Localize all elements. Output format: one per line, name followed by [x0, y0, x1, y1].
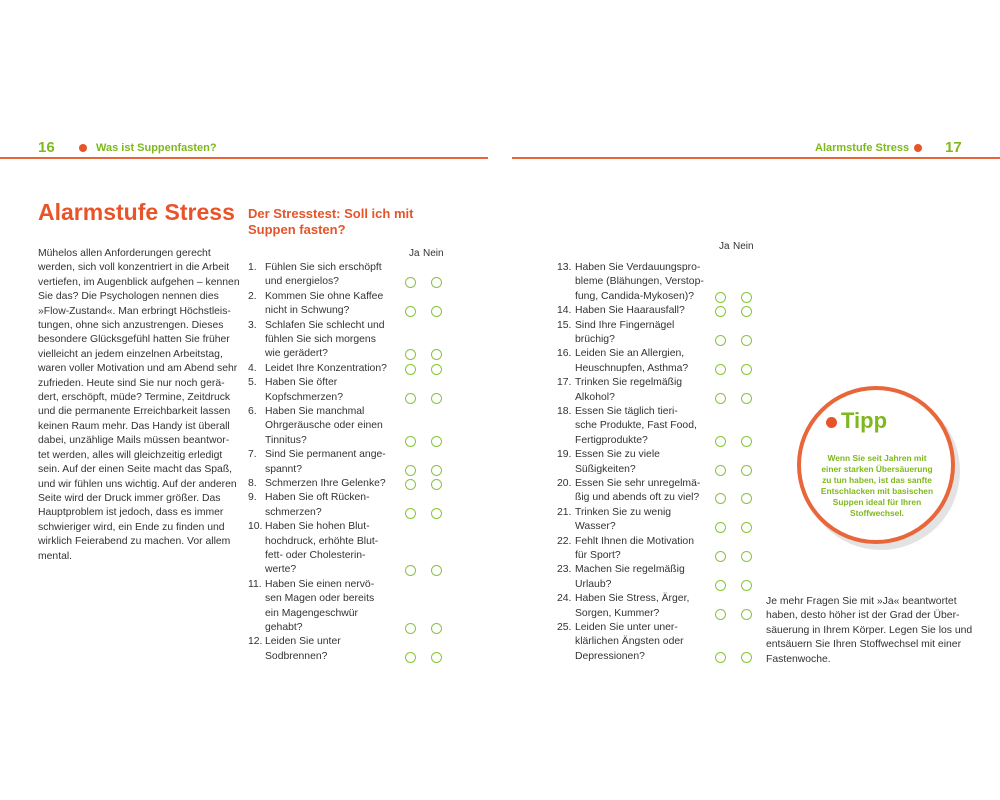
question-text-line: Tinnitus?	[265, 434, 307, 446]
question-text-line: Essen Sie sehr unregelmä-	[575, 478, 701, 489]
radio-ja-20[interactable]	[715, 493, 726, 504]
question-text-line: Haben Sie Haarausfall?	[575, 305, 685, 317]
radio-ja-8[interactable]	[405, 479, 416, 490]
radio-ja-11[interactable]	[405, 623, 416, 634]
tipp-line: Stoffwechsel.	[850, 508, 904, 518]
question-text-line: Haben Sie oft Rücken-	[265, 492, 370, 504]
tipp-text	[818, 453, 936, 519]
outro-line: entsäuern Sie Ihren Stoffwechsel mit einer	[766, 639, 962, 651]
question-text-line: bleme (Blähungen, Verstop-	[575, 276, 704, 288]
intro-paragraph	[38, 247, 238, 564]
question-number: 24.	[557, 593, 572, 605]
intro-line: dabei, unzählige Mails müssen beantwor-	[38, 435, 230, 447]
question-text-line: Sind Sie permanent ange-	[265, 449, 386, 461]
radio-nein-11[interactable]	[431, 623, 442, 634]
question-text-line: Haben Sie öfter	[265, 377, 338, 389]
intro-line: vertiefen, im Augenblick aufgehen – kennen	[38, 276, 240, 288]
question-text-line: Haben Sie einen nervö-	[265, 578, 375, 590]
question-number: 5.	[248, 377, 257, 389]
question-number: 12.	[248, 636, 263, 648]
question-text-line: und energielos?	[265, 276, 339, 288]
intro-line: und wir fühlen uns wichtig. Auf der anderen	[38, 478, 237, 490]
radio-nein-6[interactable]	[431, 436, 442, 447]
question-number: 2.	[248, 290, 257, 302]
question-text-line: hochdruck, erhöhte Blut-	[265, 535, 379, 547]
right-running-title: Alarmstufe Stress	[815, 142, 910, 154]
intro-line: Mühelos allen Anforderungen gerecht	[38, 248, 211, 259]
question-text-line: fett- oder Cholesterin-	[265, 550, 366, 561]
left-page-number: 16	[38, 139, 55, 156]
question-number: 18.	[557, 406, 572, 417]
question-number: 10.	[248, 521, 263, 533]
question-text-line: sche Produkte, Fast Food,	[575, 420, 697, 432]
radio-ja-6[interactable]	[405, 436, 416, 447]
question-text-line: Essen Sie täglich tieri-	[575, 406, 678, 417]
question-text-line: Alkohol?	[575, 391, 615, 403]
radio-ja-2[interactable]	[405, 306, 416, 317]
intro-line: sein. Auf der einen Seite macht das Spaß,	[38, 464, 233, 476]
question-text-line: Fühlen Sie sich erschöpft	[265, 262, 382, 273]
radio-ja-9[interactable]	[405, 508, 416, 519]
tipp-line: Wenn Sie seit Jahren mit	[827, 453, 927, 463]
question-number: 14.	[557, 305, 572, 317]
tipp-line: Suppen ideal für Ihren	[832, 497, 922, 507]
radio-nein-21[interactable]	[741, 522, 752, 533]
question-text-line: Leiden Sie unter uner-	[575, 622, 678, 633]
intro-line: Seite wird der Druck immer größer. Das	[38, 492, 221, 504]
question-text-line: ßig und abends oft zu viel?	[575, 492, 700, 504]
test-title: Der Stresstest: Soll ich mit Suppen fasten?	[248, 206, 414, 237]
question-text-line: Sodbrennen?	[265, 650, 328, 662]
radio-nein-16[interactable]	[741, 364, 752, 375]
radio-ja-22[interactable]	[715, 551, 726, 562]
question-text-line: Wasser?	[575, 521, 616, 533]
question-text-line: Trinken Sie zu wenig	[575, 506, 672, 518]
question-text-line: Sind Ihre Fingernägel	[575, 319, 675, 331]
question-number: 9.	[248, 492, 257, 504]
question-text-line: fung, Candida-Mykosen)?	[575, 290, 694, 302]
question-text-line: spannt?	[265, 463, 302, 475]
question-number: 3.	[248, 319, 257, 331]
radio-ja-12[interactable]	[405, 652, 416, 663]
radio-nein-9[interactable]	[431, 508, 442, 519]
tipp-line: zu tun haben, ist das sanfte	[822, 475, 932, 485]
radio-ja-15[interactable]	[715, 335, 726, 346]
question-text-line: klärlichen Ängsten oder	[575, 636, 684, 648]
header-bullet-right	[914, 144, 922, 152]
radio-nein-23[interactable]	[741, 580, 752, 591]
tipp-line: einer starken Übersäuerung	[821, 464, 933, 474]
radio-ja-13[interactable]	[715, 292, 726, 303]
outro-paragraph	[766, 595, 976, 667]
radio-ja-25[interactable]	[715, 652, 726, 663]
question-number: 17.	[557, 377, 572, 389]
right-page-number: 17	[945, 139, 962, 156]
radio-nein-7[interactable]	[431, 465, 442, 476]
intro-line: vielleicht an jedem einzelnen Arbeitstag,	[38, 348, 223, 360]
question-number: 15.	[557, 319, 572, 331]
radio-ja-4[interactable]	[405, 364, 416, 375]
question-text-line: Schmerzen Ihre Gelenke?	[265, 478, 386, 489]
radio-nein-13[interactable]	[741, 292, 752, 303]
question-number: 6.	[248, 406, 257, 417]
radio-ja-1[interactable]	[405, 277, 416, 288]
question-text-line: Sorgen, Kummer?	[575, 607, 660, 619]
intro-line: wirklich Feierabend zu machen. Vor allem	[38, 536, 231, 548]
question-text-line: brüchig?	[575, 334, 615, 345]
question-number: 25.	[557, 622, 572, 633]
outro-line: haben, desto höher ist der Grad der Über-	[766, 610, 960, 622]
radio-nein-5[interactable]	[431, 393, 442, 404]
radio-nein-19[interactable]	[741, 465, 752, 476]
col-yes-left: Ja	[409, 248, 420, 259]
question-text-line: für Sport?	[575, 550, 621, 561]
radio-nein-12[interactable]	[431, 652, 442, 663]
question-text-line: Machen Sie regelmäßig	[575, 564, 685, 576]
radio-ja-18[interactable]	[715, 436, 726, 447]
question-text-line: Haben Sie manchmal	[265, 406, 365, 417]
question-text-line: Ohrgeräusche oder einen	[265, 420, 383, 432]
intro-line: besondere Glücksgefühl hatten Sie früher	[38, 334, 230, 346]
question-text-line: Essen Sie zu viele	[575, 449, 660, 461]
question-text-line: Heuschnupfen, Asthma?	[575, 362, 689, 374]
left-running-title: Was ist Suppenfasten?	[96, 142, 217, 154]
intro-line: waren voller Motivation und am Abend sehr	[38, 363, 238, 375]
question-text-line: Haben Sie hohen Blut-	[265, 521, 370, 533]
outro-line: säuerung in Ihrem Körper. Legen Sie los und	[766, 624, 973, 636]
question-text-line: Trinken Sie regelmäßig	[575, 377, 683, 389]
question-text-line: werte?	[265, 564, 297, 576]
intro-line: »Flow-Zustand«. Man erbringt Höchstleis-	[38, 305, 231, 317]
col-yes-right: Ja	[719, 241, 730, 252]
radio-ja-5[interactable]	[405, 393, 416, 404]
radio-nein-1[interactable]	[431, 277, 442, 288]
question-number: 16.	[557, 348, 572, 360]
intro-line: schwieriger wird, ein Ende zu finden und	[38, 521, 225, 533]
intro-line: Sie das? Die Psychologen nennen dies	[38, 291, 219, 303]
question-number: 7.	[248, 449, 257, 461]
question-text-line: schmerzen?	[265, 506, 322, 518]
question-number: 20.	[557, 478, 572, 489]
question-text-line: wie gerädert?	[265, 348, 328, 360]
radio-ja-17[interactable]	[715, 393, 726, 404]
intro-line: mental.	[38, 550, 73, 562]
radio-nein-15[interactable]	[741, 335, 752, 346]
radio-ja-16[interactable]	[715, 364, 726, 375]
intro-line: tungen, ohne sich anzustrengen. Dieses	[38, 320, 224, 332]
radio-nein-2[interactable]	[431, 306, 442, 317]
tipp-line: Entschlacken mit basischen	[820, 486, 934, 496]
intro-line: werden, sich voll konzentriert in die Arbeit	[38, 262, 230, 274]
radio-ja-7[interactable]	[405, 465, 416, 476]
intro-line: keinen Raum mehr. Das Handy ist überall	[38, 420, 230, 432]
intro-line: Hauptproblem ist jedoch, dass es immer	[38, 507, 224, 519]
question-number: 23.	[557, 564, 572, 576]
radio-ja-14[interactable]	[715, 306, 726, 317]
radio-nein-22[interactable]	[741, 551, 752, 562]
question-text-line: Urlaub?	[575, 578, 612, 590]
radio-nein-25[interactable]	[741, 652, 752, 663]
tipp-title: Tipp	[841, 408, 888, 433]
question-text-line: ein Magengeschwür	[265, 607, 358, 619]
question-number: 1.	[248, 262, 257, 273]
question-number: 19.	[557, 449, 572, 461]
question-text-line: Leiden Sie an Allergien,	[575, 348, 685, 360]
header-bullet-left	[79, 144, 87, 152]
question-text-line: Schlafen Sie schlecht und	[265, 319, 385, 331]
intro-line: zufrieden. Heute sind Sie nur noch gerä-	[38, 377, 225, 389]
question-text-line: Fertigprodukte?	[575, 434, 648, 446]
question-text-line: Haben Sie Verdauungspro-	[575, 262, 701, 273]
col-no-right: Nein	[733, 241, 754, 252]
radio-ja-23[interactable]	[715, 580, 726, 591]
question-text-line: Süßigkeiten?	[575, 463, 636, 475]
question-text-line: Haben Sie Stress, Ärger,	[575, 593, 690, 605]
radio-nein-10[interactable]	[431, 565, 442, 576]
tipp-bullet	[826, 417, 837, 428]
question-text-line: nicht in Schwung?	[265, 305, 350, 317]
intro-line: tet werden, alles will gleichzeitig erledigt	[38, 449, 223, 461]
question-text-line: gehabt?	[265, 622, 303, 633]
question-text-line: Kopfschmerzen?	[265, 391, 343, 403]
page-title: Alarmstufe Stress	[38, 199, 235, 225]
radio-nein-8[interactable]	[431, 479, 442, 490]
radio-nein-17[interactable]	[741, 393, 752, 404]
question-number: 22.	[557, 535, 572, 547]
radio-nein-4[interactable]	[431, 364, 442, 375]
question-number: 21.	[557, 506, 572, 518]
question-text-line: Leidet Ihre Konzentration?	[265, 362, 387, 374]
question-number: 8.	[248, 478, 257, 489]
question-number: 11.	[248, 578, 262, 590]
radio-nein-3[interactable]	[431, 349, 442, 360]
question-number: 13.	[557, 262, 572, 273]
radio-nein-24[interactable]	[741, 609, 752, 620]
question-text-line: fühlen Sie sich morgens	[265, 334, 376, 345]
question-text-line: Depressionen?	[575, 650, 645, 662]
question-text-line: sen Magen oder bereits	[265, 593, 375, 605]
question-text-line: Fehlt Ihnen die Motivation	[575, 535, 694, 547]
intro-line: und die permanente Erreichbarkeit lassen	[38, 406, 231, 418]
radio-nein-14[interactable]	[741, 306, 752, 317]
question-text-line: Leiden Sie unter	[265, 636, 341, 648]
radio-ja-10[interactable]	[405, 565, 416, 576]
intro-line: dert, erschöpft, müde? Termine, Zeitdruck	[38, 392, 231, 404]
radio-ja-24[interactable]	[715, 609, 726, 620]
radio-ja-21[interactable]	[715, 522, 726, 533]
header-rule-left	[0, 157, 488, 159]
radio-nein-20[interactable]	[741, 493, 752, 504]
col-no-left: Nein	[423, 248, 444, 259]
radio-ja-19[interactable]	[715, 465, 726, 476]
question-text-line: Kommen Sie ohne Kaffee	[265, 290, 384, 302]
radio-ja-3[interactable]	[405, 349, 416, 360]
outro-line: Je mehr Fragen Sie mit »Ja« beantwortet	[766, 596, 957, 607]
header-rule-right	[512, 157, 1000, 159]
outro-line: Fastenwoche.	[766, 653, 831, 665]
radio-nein-18[interactable]	[741, 436, 752, 447]
question-number: 4.	[248, 362, 257, 374]
